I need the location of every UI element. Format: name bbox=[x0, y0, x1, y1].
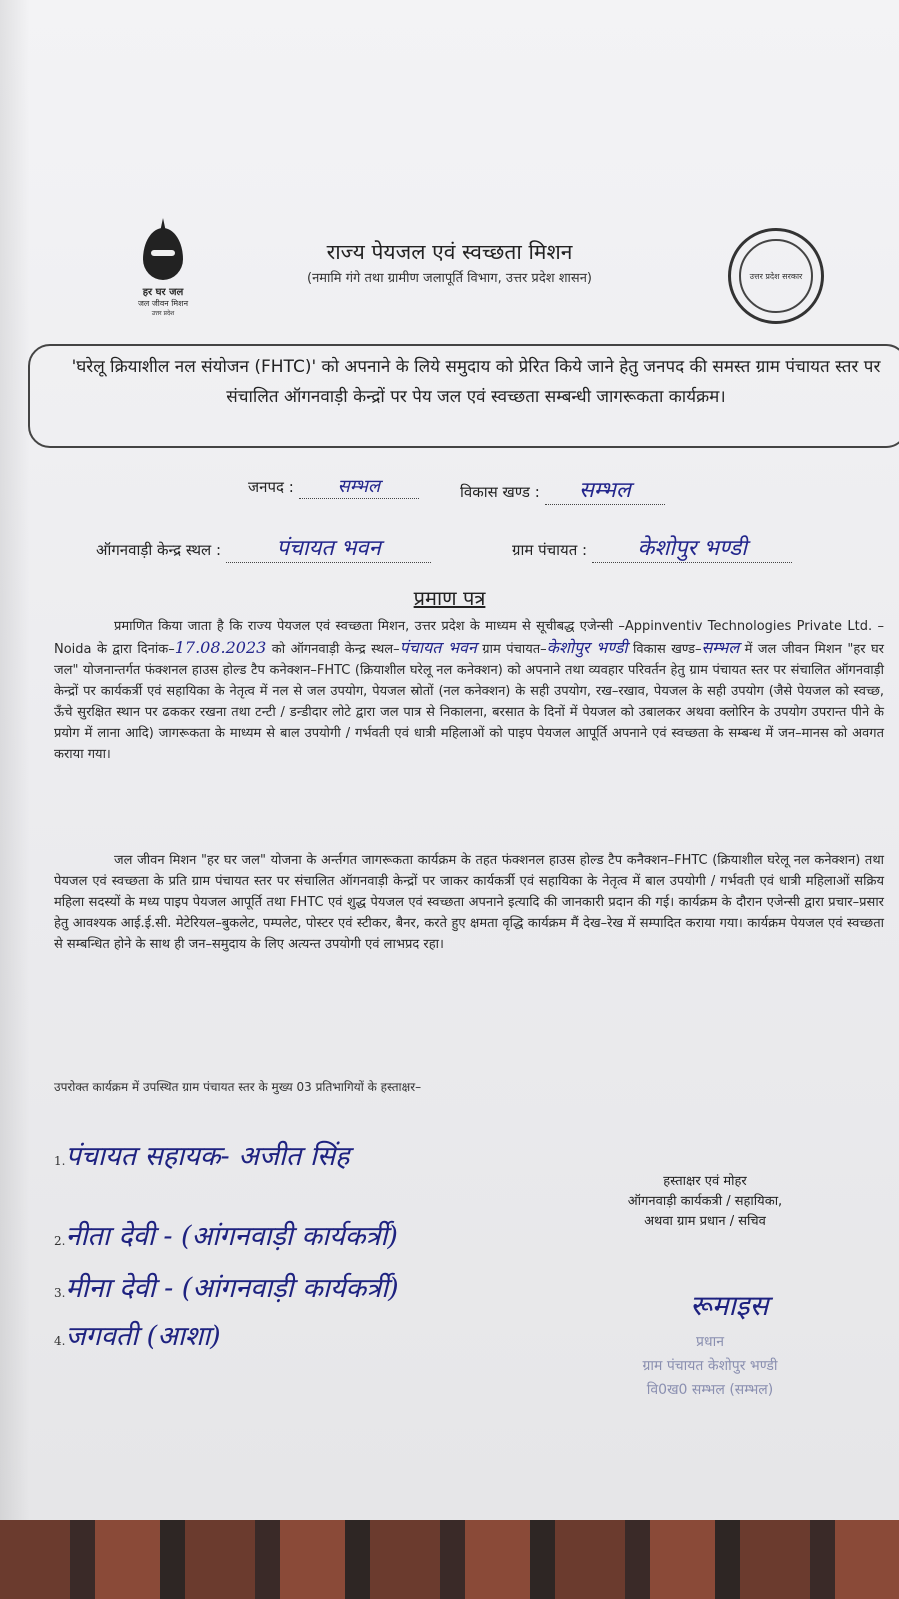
participant-2-num: 2. bbox=[54, 1234, 66, 1248]
vikas-khand-value: सम्भल bbox=[545, 474, 665, 505]
participant-2-text: नीता देवी - (आंगनवाड़ी कार्यकर्त्री) bbox=[65, 1221, 398, 1252]
kendra-value: पंचायत भवन bbox=[226, 532, 431, 563]
participant-1 bbox=[54, 1136, 349, 1173]
participant-4-text: जगवती (आशा) bbox=[65, 1321, 221, 1352]
logo-line3: उत्तर प्रदेश bbox=[151, 310, 175, 317]
signature-block bbox=[590, 1172, 820, 1232]
para1-part2: को ऑगनवाड़ी केन्द्र स्थल– bbox=[266, 642, 400, 657]
logo-line1: हर घर जल bbox=[142, 287, 184, 298]
kendra-label: ऑगनवाड़ी केन्द्र स्थल : bbox=[96, 541, 222, 559]
janpad-label: जनपद : bbox=[248, 478, 294, 496]
page-shadow bbox=[0, 0, 30, 1520]
certificate-title: प्रमाण पत्र bbox=[413, 586, 486, 610]
participant-1-text: पंचायत सहायक- अजीत सिंह bbox=[65, 1141, 350, 1172]
janpad-field bbox=[248, 474, 419, 499]
header-title: राज्य पेयजल एवं स्वच्छता मिशन bbox=[326, 240, 573, 264]
para1-date: 17.08.2023 bbox=[174, 638, 267, 657]
background-surface bbox=[0, 1520, 899, 1599]
up-government-seal-icon bbox=[728, 228, 824, 324]
program-banner: 'घरेलू क्रियाशील नल संयोजन (FHTC)' को अपनाने के लिये समुदाय को प्रेरित किये जाने हेतु जनपद की समस्त ग्राम पंचायत स्तर पर संचालित ऑगनवाड़ी केन्द्रों पर पेय जल एवं स्वच्छता सम्बन्धी जागरूकता कार्यक्रम। bbox=[28, 344, 899, 448]
kendra-field bbox=[96, 532, 431, 563]
para1-part4: विकास खण्ड– bbox=[627, 642, 702, 657]
gram-panchayat-value: केशोपुर भण्डी bbox=[592, 532, 792, 563]
participant-3-num: 3. bbox=[54, 1286, 66, 1300]
para1-block: सम्भल bbox=[701, 638, 740, 657]
stamp-line2: ग्राम पंचायत केशोपुर भण्डी bbox=[642, 1358, 778, 1374]
participant-4-num: 4. bbox=[54, 1334, 66, 1348]
para2-text: जल जीवन मिशन "हर घर जल" योजना के अर्न्तगत जागरूकता कार्यक्रम के तहत फंक्शनल हाउस होल्ड टैप कनैक्शन–FHTC (क्रियाशील घरेलू नल कनेक्शन) तथा पेयजल एवं स्वच्छता के प्रति ग्राम पंचायत स्तर पर संचालित ऑगनवाड़ी केन्द्रों पर जाकर कार्यकर्त्री एवं सहायिका के नेतृत्व में बाल उपयोगी / गर्भवती एवं धात्री महिलाओं सक्रिय महिला सदस्यों के मध्य पाइप पेयजल आपूर्ति तथा FHTC एवं शुद्ध पेयजल एवं स्वच्छता अपनाने इत्यादि की जानकारी प्रदान की गई। कार्यक्रम के दौरान एजेन्सी द्वारा प्रचार–प्रसार हेतु आवश्यक आई.ई.सी. मेटेरियल–बुकलेट, पम्पलेट, पोस्टर एवं स्टीकर, बैनर, करते हुए क्षमता वृद्धि कार्यक्रम मैं देख–रेख में सम्पादित कराया गया। कार्यक्रम पेयजल एवं स्वच्छता से सम्बन्धित होने के साथ ही जन–समुदाय के लिए अत्यन्त उपयोगी एवं लाभप्रद रहा। bbox=[54, 853, 884, 952]
signature-line3: अथवा ग्राम प्रधान / सचिव bbox=[644, 1214, 766, 1229]
participant-4 bbox=[54, 1316, 221, 1353]
janpad-value: सम्भल bbox=[299, 474, 419, 499]
participant-2 bbox=[54, 1216, 398, 1253]
participant-3-text: मीना देवी - (आंगनवाड़ी कार्यकर्त्री) bbox=[65, 1273, 399, 1304]
logo-line2: जल जीवन मिशन bbox=[137, 299, 189, 308]
para1-gp: केशोपुर भण्डी bbox=[546, 638, 628, 657]
gram-panchayat-label: ग्राम पंचायत : bbox=[512, 541, 588, 559]
para1-part3: ग्राम पंचायत– bbox=[476, 642, 547, 657]
seal-text: उत्तर प्रदेश सरकार bbox=[739, 239, 813, 313]
stamp-line3: वि0ख0 सम्भल (सम्भल) bbox=[646, 1382, 774, 1398]
para1-place: पंचायत भवन bbox=[399, 638, 477, 657]
participants-intro: उपरोक्त कार्यक्रम में उपस्थित ग्राम पंचायत स्तर के मुख्य 03 प्रतिभागियों के हस्ताक्षर– bbox=[54, 1080, 422, 1094]
pradhan-stamp bbox=[600, 1330, 820, 1402]
participant-1-num: 1. bbox=[54, 1154, 66, 1168]
header-subtitle: (नमामि गंगे तथा ग्रामीण जलापूर्ति विभाग, उत्तर प्रदेश शासन) bbox=[307, 271, 592, 286]
signature-line2: ऑगनवाड़ी कार्यकत्री / सहायिका, bbox=[627, 1194, 783, 1209]
certificate-paragraph-2 bbox=[54, 850, 884, 955]
para1-part5: में जल जीवन मिशन "हर घर जल" योजनान्तर्गत फंक्शनल हाउस होल्ड टैप कनेक्शन–FHTC (क्रियाशील घरेलू नल कनेक्शन) को अपनाने तथा व्यवहार परिवर्तन हेतु ग्राम पंचायत स्तर पर संचालित ऑगनवाड़ी केन्द्रों पर कार्यकर्त्री एवं सहायिका के नेतृत्व में नल से जल उपयोग, पेयजल स्रोतों (नल कनेक्शन) के सही उपयोग, रख–रखाव, पेयजल के सही उपयोग (जैसे पेयजल को स्वच्छ, ऊँचे सुरक्षित स्थान पर ढककर रखना तथा टन्टी / डन्डीदार लोटे द्वारा जल पात्र से निकालना, बरसात के दिनों में पेयजल को उबालकर अथवा क्लोरिन के उपयोग उपरान्त पीने के प्रयोग में लाना आदि) जागरूकता के माध्यम से बाल उपयोगी / गर्भवती एवं धात्री महिलाओं को पाइप पेयजल आपूर्ति अपनाने एवं स्वच्छता के सम्बन्ध में जन–मानस को अवगत कराया गया। bbox=[54, 642, 884, 762]
gram-panchayat-field bbox=[512, 532, 792, 563]
para1-part1: प्रमाणित किया जाता है कि राज्य पेयजल एवं स्वच्छता मिशन, उत्तर प्रदेश के माध्यम से सूचीबद्ध एजेन्सी –Appinventiv Technologies Private Ltd. – Noida के द्वारा दिनांक– bbox=[54, 619, 884, 657]
participant-3 bbox=[54, 1268, 399, 1305]
vikas-khand-label: विकास खण्ड : bbox=[460, 483, 540, 501]
handwritten-signature: रूमाइस bbox=[690, 1289, 769, 1322]
signature-line1: हस्ताक्षर एवं मोहर bbox=[663, 1174, 747, 1189]
certificate-paragraph-1 bbox=[54, 616, 884, 765]
stamp-line1: प्रधान bbox=[696, 1334, 724, 1350]
vikas-khand-field bbox=[460, 474, 665, 505]
